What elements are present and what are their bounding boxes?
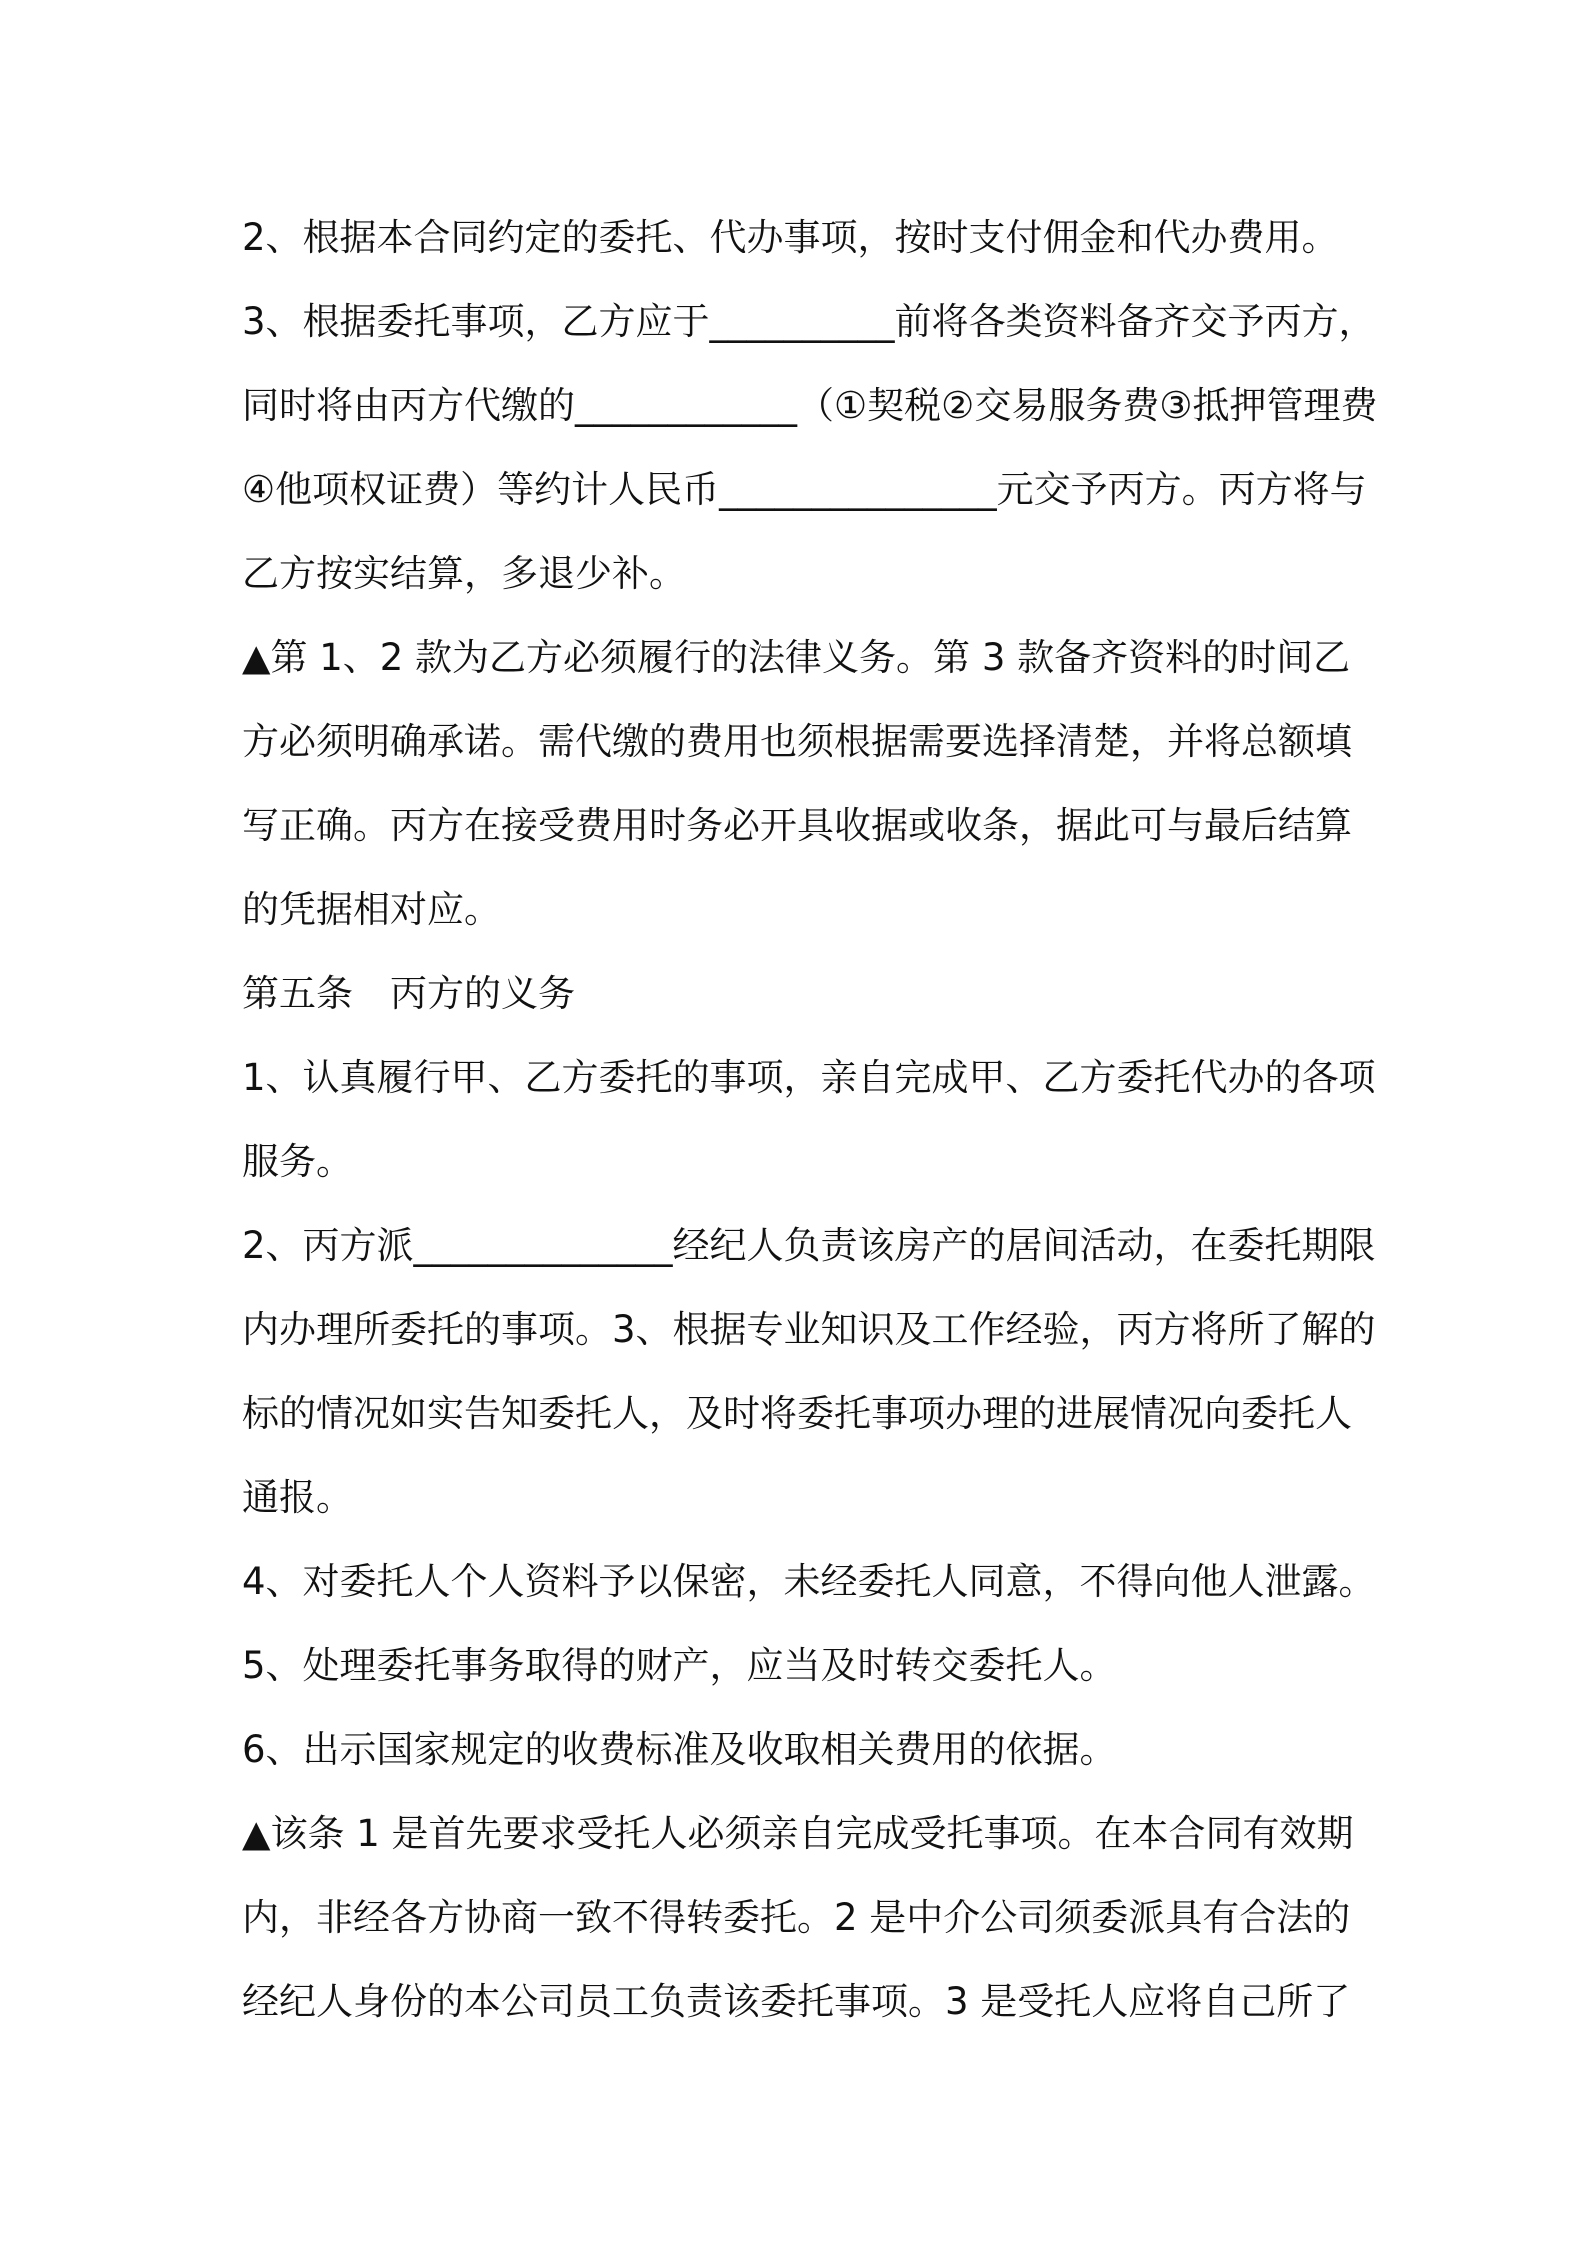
paragraph-1: 2、根据本合同约定的委托、代办事项，按时支付佣金和代办费用。 <box>242 216 1339 259</box>
paragraph-10-note: ▲该条 1 是首先要求受托人必须亲自完成受托事项。在本合同有效期内，非经各方协商一致不得转委托。2 是中介公司须委派具有合法的经纪人身份的本公司员工负责该委托事项。3 是受托人应将自己所了 <box>242 1812 1354 2023</box>
section-heading-article-5: 第五条 丙方的义务 <box>242 972 575 1015</box>
paragraph-7: 4、对委托人个人资料予以保密，未经委托人同意，不得向他人泄露。 <box>242 1560 1376 1603</box>
paragraph-3-note: ▲第 1、2 款为乙方必须履行的法律义务。第 3 款备齐资料的时间乙方必须明确承诺。需代缴的费用也须根据需要选择清楚，并将总额填写正确。丙方在接受费用时务必开具收据或收条，据此可与最后结算的凭据相对应。 <box>242 636 1352 931</box>
document-page <box>242 196 1382 2044</box>
paragraph-9: 6、出示国家规定的收费标准及收取相关费用的依据。 <box>242 1728 1117 1771</box>
paragraph-2: 3、根据委托事项，乙方应于__________前将各类资料备齐交予丙方，同时将由丙方代缴的____________（①契税②交易服务费③抵押管理费④他项权证费）等约计人民币_______________元交予丙方。丙方将与乙方按实结算，多退少补。 <box>242 300 1378 595</box>
paragraph-6: 2、丙方派______________经纪人负责该房产的居间活动，在委托期限内办理所委托的事项。3、根据专业知识及工作经验，丙方将所了解的标的情况如实告知委托人，及时将委托事项办理的进展情况向委托人通报。 <box>242 1224 1376 1519</box>
paragraph-8: 5、处理委托事务取得的财产，应当及时转交委托人。 <box>242 1644 1117 1687</box>
paragraph-5: 1、认真履行甲、乙方委托的事项，亲自完成甲、乙方委托代办的各项服务。 <box>242 1056 1376 1183</box>
